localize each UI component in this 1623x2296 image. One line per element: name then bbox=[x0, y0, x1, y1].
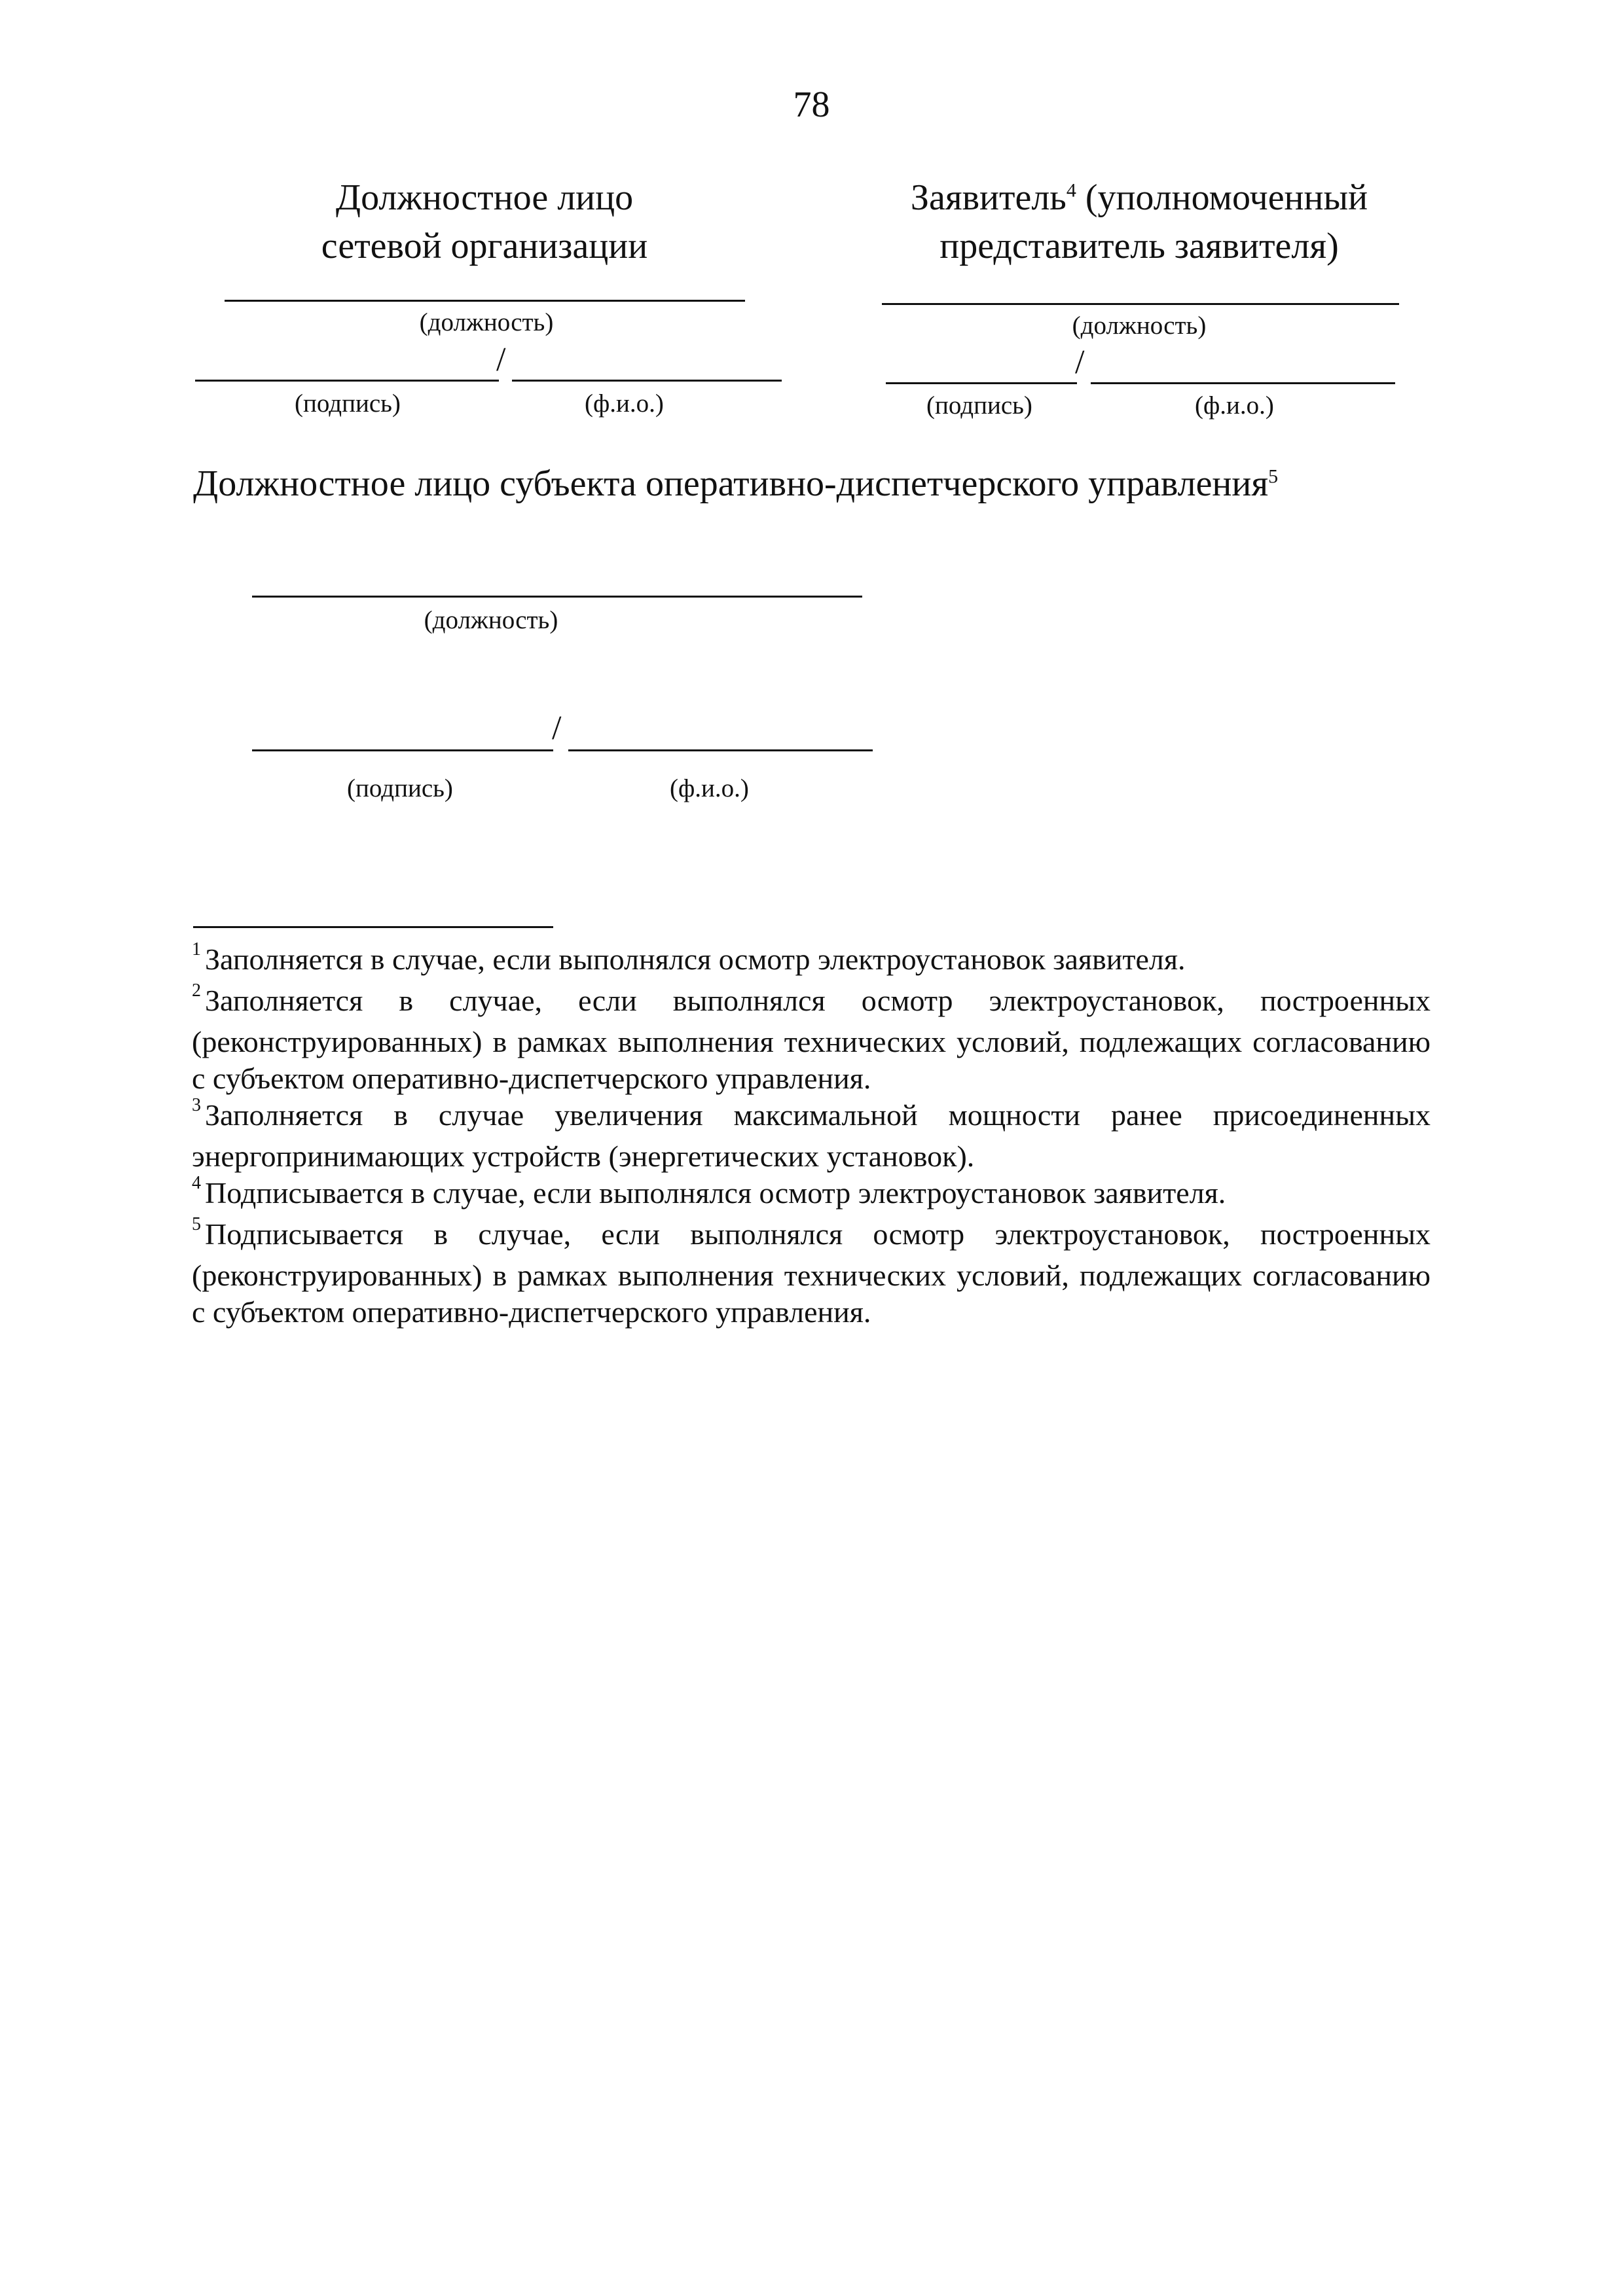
footnote-text: Заполняется в случае, если выполнялся осмотр электроустановок, построенных (реконструированных) в рамках выполнения технических условий, подлежащих согласованию с субъектом оперативно-диспетчерского управления. bbox=[192, 984, 1431, 1095]
footnote-number: 2 bbox=[192, 980, 201, 1001]
footnote-separator bbox=[193, 926, 553, 928]
network-official-signature-line[interactable] bbox=[195, 380, 499, 382]
footnote-text: Подписывается в случае, если выполнялся осмотр электроустановок, построенных (реконструированных) в рамках выполнения технических условий, подлежащих согласованию с субъектом оперативно-диспетчерского управления. bbox=[192, 1217, 1431, 1329]
dispatch-official-title bbox=[193, 459, 1437, 508]
applicant-name-line[interactable] bbox=[1091, 382, 1395, 384]
footnote-number: 3 bbox=[192, 1095, 201, 1115]
footnote-1 bbox=[192, 941, 1431, 982]
dispatch-official-name-line[interactable] bbox=[568, 749, 873, 751]
applicant-position-line[interactable] bbox=[882, 303, 1399, 305]
dispatch-official-footnote-ref: 5 bbox=[1268, 465, 1279, 488]
footnotes bbox=[192, 941, 1431, 1331]
network-official-name-caption: (ф.и.о.) bbox=[585, 389, 664, 418]
network-official-title-line1: Должностное лицо bbox=[335, 177, 634, 218]
network-official-title bbox=[223, 173, 746, 270]
network-official-signature-caption: (подпись) bbox=[295, 389, 401, 418]
applicant-separator: / bbox=[1075, 344, 1085, 381]
footnote-number: 1 bbox=[192, 939, 201, 960]
dispatch-official-name-caption: (ф.и.о.) bbox=[670, 774, 749, 802]
footnote-text: Заполняется в случае увеличения максимальной мощности ранее присоединенных энергопринимающих устройств (энергетических установок). bbox=[192, 1098, 1431, 1173]
dispatch-official-signature-caption: (подпись) bbox=[347, 774, 453, 802]
footnote-text: Подписывается в случае, если выполнялся осмотр электроустановок заявителя. bbox=[205, 1176, 1226, 1210]
applicant-position-caption: (должность) bbox=[1072, 312, 1207, 340]
applicant-title-line2: представитель заявителя) bbox=[939, 226, 1339, 266]
applicant-title-rest: (уполномоченный bbox=[1076, 177, 1368, 218]
applicant-signature-caption: (подпись) bbox=[926, 391, 1032, 420]
footnote-5 bbox=[192, 1216, 1431, 1331]
footnote-number: 4 bbox=[192, 1173, 201, 1193]
network-official-position-caption: (должность) bbox=[419, 308, 554, 336]
dispatch-official-separator: / bbox=[552, 709, 562, 747]
footnote-text: Заполняется в случае, если выполнялся осмотр электроустановок заявителя. bbox=[205, 942, 1186, 976]
dispatch-official-title-text: Должностное лицо субъекта оперативно-диспетчерского управления bbox=[193, 463, 1269, 504]
page-number: 78 bbox=[793, 84, 830, 125]
dispatch-official-signature-line[interactable] bbox=[252, 749, 553, 751]
footnote-4 bbox=[192, 1175, 1431, 1216]
network-official-separator: / bbox=[496, 341, 506, 378]
applicant-title bbox=[877, 173, 1401, 270]
network-official-name-line[interactable] bbox=[512, 380, 782, 382]
dispatch-official-position-line[interactable] bbox=[252, 596, 862, 598]
footnote-number: 5 bbox=[192, 1214, 201, 1234]
applicant-title-main: Заявитель bbox=[910, 177, 1067, 218]
footnote-2 bbox=[192, 982, 1431, 1097]
network-official-title-line2: сетевой организации bbox=[321, 226, 648, 266]
dispatch-official-position-caption: (должность) bbox=[424, 606, 558, 634]
applicant-signature-line[interactable] bbox=[886, 382, 1077, 384]
footnote-3 bbox=[192, 1097, 1431, 1175]
network-official-position-line[interactable] bbox=[225, 300, 745, 302]
applicant-name-caption: (ф.и.о.) bbox=[1195, 391, 1274, 420]
applicant-footnote-ref: 4 bbox=[1066, 179, 1076, 202]
